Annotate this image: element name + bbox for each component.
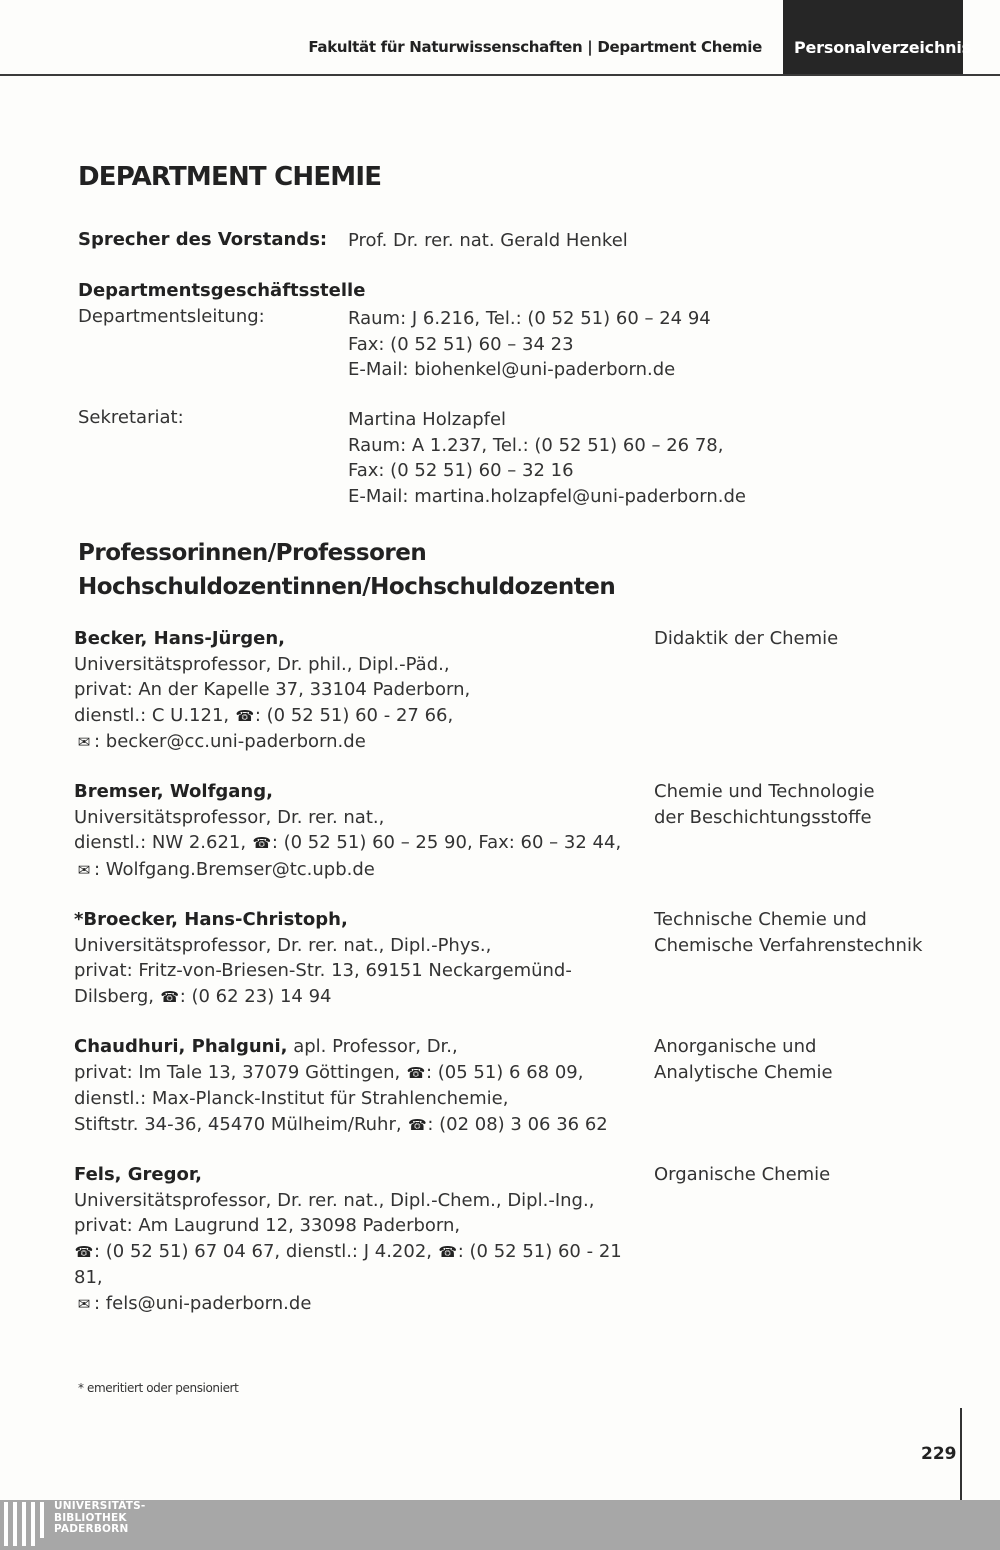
header-rule — [0, 74, 1000, 76]
sekretariat-contact — [348, 407, 746, 509]
section-heading-line: Professorinnen/Professoren — [78, 540, 427, 566]
field-line: Chemie und Technologie — [654, 781, 875, 802]
sekretariat-line: E-Mail: martina.holzapfel@uni-paderborn.de — [348, 485, 746, 507]
person-line: privat: Im Tale 13, 37079 Göttingen, — [74, 1061, 406, 1083]
sekretariat-line: Martina Holzapfel — [348, 409, 507, 430]
person-line: dienstl.: Max-Planck-Institut für Strahlenchemie, — [74, 1088, 509, 1109]
phone-icon: ☎ — [235, 706, 255, 725]
page-title: DEPARTMENT CHEMIE — [78, 162, 382, 192]
person-line: Dilsberg, — [74, 985, 160, 1007]
person-entry-fels — [74, 1162, 634, 1317]
person-title: apl. Professor, Dr., — [287, 1036, 458, 1057]
person-line: Universitätsprofessor, Dr. rer. nat., — [74, 806, 385, 828]
leitung-line: Fax: (0 52 51) 60 – 34 23 — [348, 333, 574, 355]
person-name: Bremser, Wolfgang, — [74, 781, 273, 802]
page-number-rule — [960, 1408, 962, 1500]
person-email[interactable]: : becker@cc.uni-paderborn.de — [94, 731, 366, 752]
person-line: Stiftstr. 34-36, 45470 Mülheim/Ruhr, — [74, 1113, 408, 1135]
person-field-chaudhuri — [654, 1034, 954, 1085]
sekretariat-label: Sekretariat: — [78, 407, 184, 428]
person-entry-bremser — [74, 779, 634, 883]
person-entry-chaudhuri — [74, 1034, 634, 1138]
field-line: Organische Chemie — [654, 1164, 831, 1185]
person-field-becker — [654, 626, 954, 652]
board-label: Sprecher des Vorstands: — [78, 229, 328, 250]
phone-icon: ☎ — [160, 987, 180, 1006]
leitung-label: Departmentsleitung: — [78, 306, 265, 327]
header-section-tab — [783, 0, 971, 76]
library-name-line: BIBLIOTHEK — [54, 1511, 127, 1524]
person-line: privat: An der Kapelle 37, 33104 Paderborn, — [74, 679, 471, 700]
phone-icon: ☎ — [406, 1063, 426, 1082]
person-line: privat: Fritz-von-Briesen-Str. 13, 69151 Neckargemünd- — [74, 960, 572, 981]
person-line: dienstl.: NW 2.621, — [74, 832, 252, 853]
person-email[interactable]: : Wolfgang.Bremser@tc.upb.de — [94, 858, 375, 880]
section-heading — [78, 536, 615, 604]
library-name-line: PADERBORN — [54, 1523, 129, 1535]
phone-number: : (0 62 23) 14 94 — [179, 985, 332, 1007]
field-line: Chemische Verfahrenstechnik — [654, 934, 923, 956]
person-line: : (0 52 51) 67 04 67, dienstl.: J 4.202, — [94, 1240, 438, 1262]
office-heading: Departmentsgeschäftsstelle — [78, 280, 366, 301]
person-field-bremser — [654, 779, 954, 830]
person-name: *Broecker, Hans-Christoph, — [74, 909, 348, 930]
person-line: Universitätsprofessor, Dr. rer. nat., Dipl.-Phys., — [74, 934, 492, 956]
section-heading-line: Hochschuldozentinnen/Hochschuldozenten — [78, 574, 616, 600]
person-line: Universitätsprofessor, Dr. rer. nat., Dipl.-Chem., Dipl.-Ing., — [74, 1189, 595, 1211]
leitung-line: Raum: J 6.216, Tel.: (0 52 51) 60 – 24 94 — [348, 308, 711, 329]
person-name: Chaudhuri, Phalguni, — [74, 1036, 288, 1057]
library-name — [54, 1501, 145, 1536]
person-entry-broecker — [74, 907, 634, 1010]
field-line: der Beschichtungsstoffe — [654, 806, 872, 828]
header-section-tab-label: Personalverzeichnis — [794, 38, 971, 57]
leitung-contact — [348, 306, 711, 383]
person-field-fels — [654, 1162, 954, 1188]
phone-icon: ☎ — [252, 834, 272, 852]
library-name-line: UNIVERSITÄTS- — [54, 1500, 146, 1512]
page-number: 229 — [921, 1444, 957, 1464]
phone-number: : (0 52 51) 60 - 21 81, — [74, 1240, 622, 1288]
phone-icon: ☎ — [438, 1242, 458, 1261]
phone-icon: ☎ — [407, 1115, 427, 1134]
person-name: Becker, Hans-Jürgen, — [74, 628, 285, 649]
library-footer — [0, 1500, 1000, 1550]
field-line: Didaktik der Chemie — [654, 628, 839, 649]
email-icon: ✉ — [77, 733, 91, 751]
person-line: privat: Am Laugrund 12, 33098 Paderborn, — [74, 1215, 461, 1236]
phone-number: : (05 51) 6 68 09, — [425, 1061, 584, 1083]
person-name: Fels, Gregor, — [74, 1164, 202, 1185]
library-logo — [4, 1502, 48, 1546]
field-line: Analytische Chemie — [654, 1061, 833, 1083]
sekretariat-line: Fax: (0 52 51) 60 – 32 16 — [348, 460, 574, 481]
person-line: Universitätsprofessor, Dr. phil., Dipl.-Päd., — [74, 653, 450, 675]
phone-icon: ☎ — [74, 1242, 94, 1261]
email-icon: ✉ — [77, 1294, 91, 1313]
person-line: dienstl.: C U.121, — [74, 704, 235, 726]
header-breadcrumb: Fakultät für Naturwissenschaften | Department Chemie — [308, 38, 762, 56]
email-icon: ✉ — [77, 860, 91, 879]
leitung-line: E-Mail: biohenkel@uni-paderborn.de — [348, 359, 676, 380]
phone-number: : (0 52 51) 60 - 27 66, — [254, 704, 454, 726]
sekretariat-line: Raum: A 1.237, Tel.: (0 52 51) 60 – 26 78, — [348, 434, 724, 456]
person-email[interactable]: : fels@uni-paderborn.de — [94, 1292, 312, 1314]
board-value: Prof. Dr. rer. nat. Gerald Henkel — [348, 230, 628, 251]
footnote: * emeritiert oder pensioniert — [78, 1381, 239, 1395]
phone-number: : (0 52 51) 60 – 25 90, Fax: 60 – 32 44, — [271, 832, 622, 853]
person-entry-becker — [74, 626, 634, 756]
field-line: Anorganische und — [654, 1036, 817, 1057]
person-field-broecker — [654, 907, 954, 958]
field-line: Technische Chemie und — [654, 909, 867, 930]
phone-number: : (02 08) 3 06 36 62 — [427, 1113, 608, 1135]
